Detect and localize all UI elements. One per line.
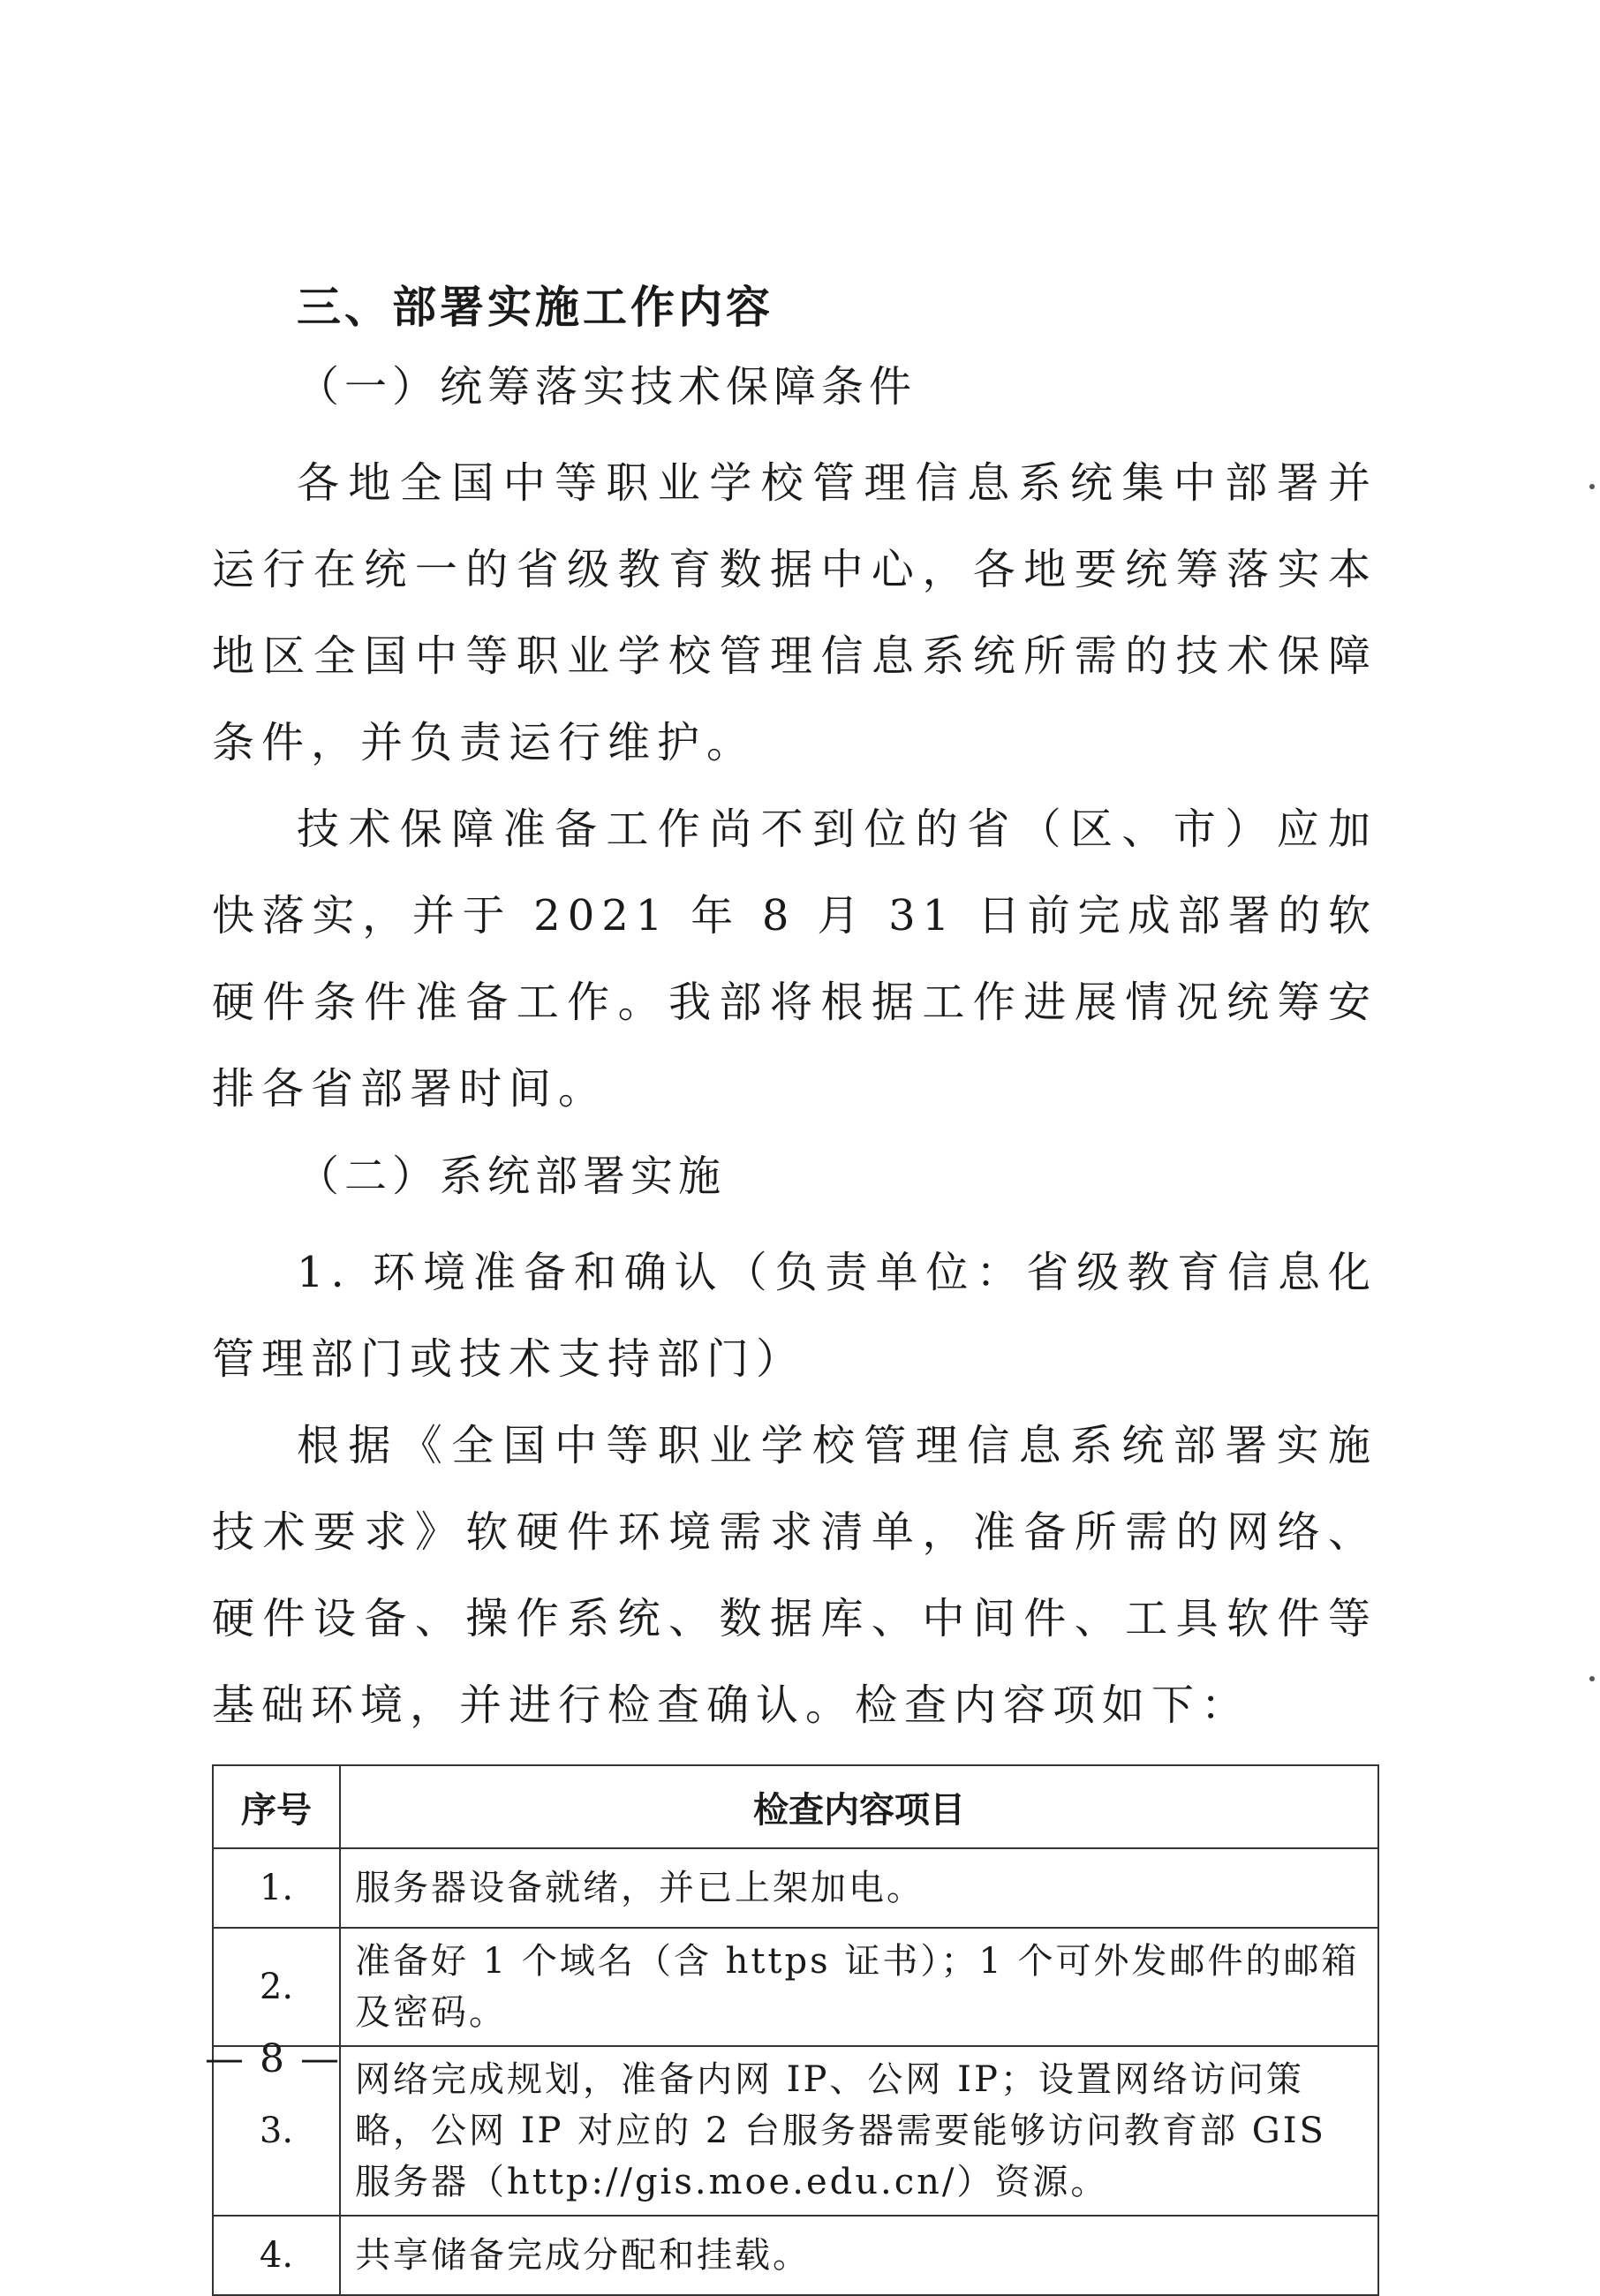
row-number: 4.: [213, 2216, 340, 2295]
table-row: [213, 2046, 1378, 2216]
document-body: [212, 281, 1377, 2296]
table-row: [213, 1848, 1378, 1928]
scan-speck: [1589, 1676, 1595, 1681]
column-header-number: 序号: [213, 1765, 340, 1848]
row-number: 2.: [213, 1928, 340, 2046]
column-header-items: 检查内容项目: [340, 1765, 1378, 1848]
check-items-table: [212, 1764, 1379, 2296]
scan-speck: [1589, 484, 1595, 489]
section-title: 三、部署实施工作内容: [297, 282, 774, 333]
row-item-text: 共享储备完成分配和挂载。: [340, 2216, 1378, 2295]
row-item-text: 准备好 1 个域名（含 https 证书）；1 个可外发邮件的邮箱及密码。: [340, 1928, 1378, 2046]
row-number: 1.: [213, 1848, 340, 1928]
table-row: [213, 1928, 1378, 2046]
paragraph-2: 技术保障准备工作尚不到位的省（区、市）应加快落实，并于 2021 年 8 月 31 日前完成部署的软硬件条件准备工作。我部将根据工作进展情况统筹安排各省部署时间。: [212, 804, 1377, 1114]
paragraph-4: 根据《全国中等职业学校管理信息系统部署实施技术要求》软硬件环境需求清单，准备所需的网络、硬件设备、操作系统、数据库、中间件、工具软件等基础环境，并进行检查确认。检查内容项如下：: [212, 1421, 1377, 1730]
subsection-title-1: （一）统筹落实技术保障条件: [297, 362, 917, 412]
row-item-text: 网络完成规划，准备内网 IP、公网 IP；设置网络访问策略，公网 IP 对应的 2 台服务器需要能够访问教育部 GIS 服务器（http://gis.moe.edu.cn/）资源。: [340, 2046, 1378, 2216]
row-item-text: 服务器设备就绪，并已上架加电。: [340, 1848, 1378, 1928]
paragraph-1: 各地全国中等职业学校管理信息系统集中部署并运行在统一的省级教育数据中心，各地要统筹落实本地区全国中等职业学校管理信息系统所需的技术保障条件，并负责运行维护。: [212, 458, 1377, 767]
table-header-row: [213, 1765, 1378, 1848]
page-number: — 8 —: [205, 2036, 341, 2081]
subsection-title-2: （二）系统部署实施: [297, 1152, 727, 1201]
row-number: 3.: [213, 2046, 340, 2216]
paragraph-3: 1. 环境准备和确认（负责单位：省级教育信息化管理部门或技术支持部门）: [212, 1248, 1377, 1384]
table-row: [213, 2216, 1378, 2295]
